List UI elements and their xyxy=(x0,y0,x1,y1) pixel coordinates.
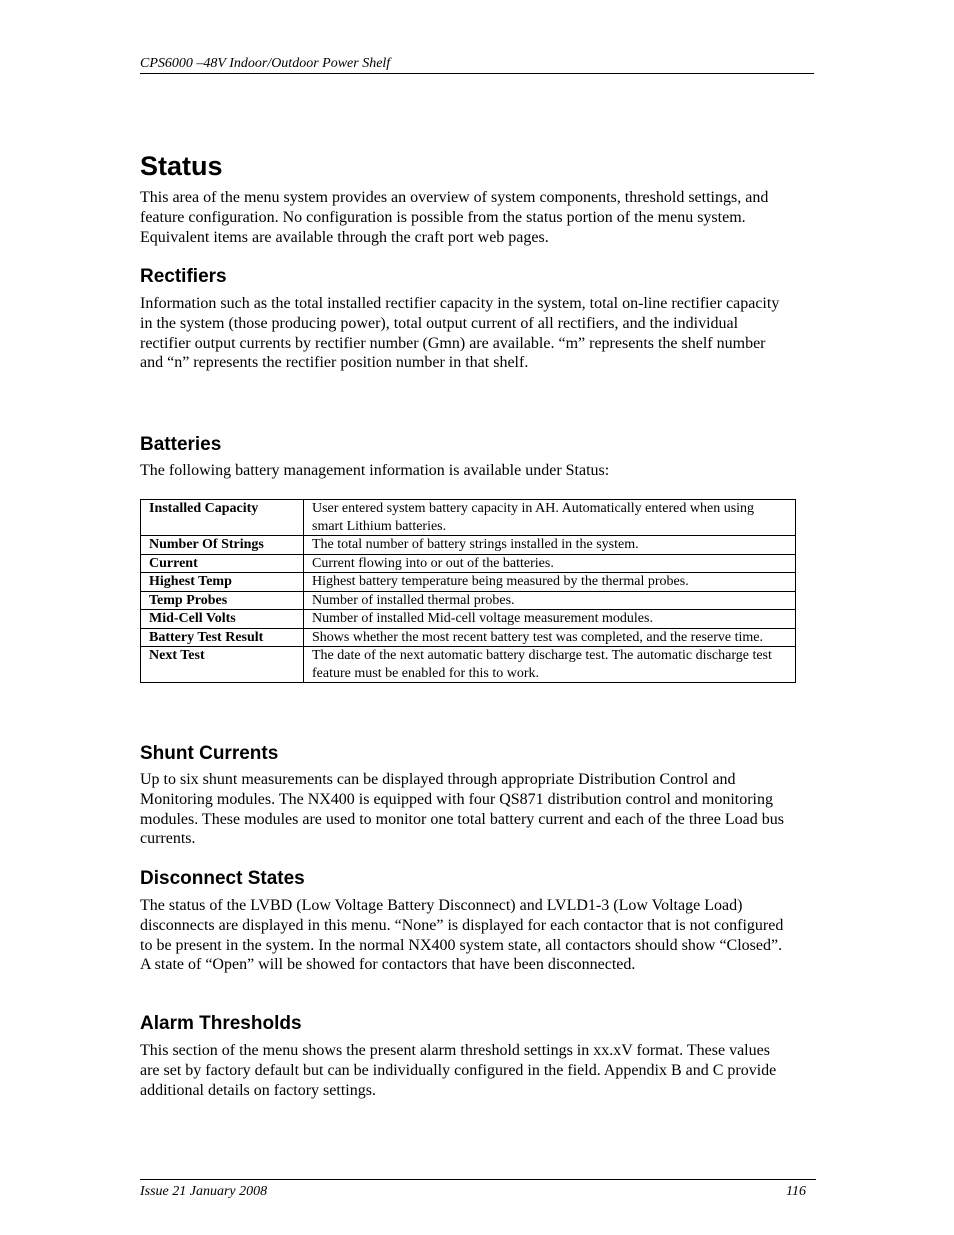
table-row xyxy=(141,647,796,683)
footer-issue: Issue 21 January 2008 xyxy=(140,1184,268,1199)
page-number: 116 xyxy=(786,1184,806,1199)
table-row xyxy=(141,591,796,610)
rectifiers-paragraph: Information such as the total installed rectifier capacity in the system, total on-line rectifier capacity in the system (those producing power), total output current of all rectifiers, and the individual rectifier output currents by rectifier number (Gmn) are available. “m” represents the shelf number and “n” represents the rectifier position number in that shelf. xyxy=(140,295,780,372)
table-description-cell: User entered system battery capacity in AH. Automatically entered when using smart Lithium batteries. xyxy=(304,500,796,536)
table-term-cell: Battery Test Result xyxy=(141,628,304,647)
table-description-cell: Number of installed thermal probes. xyxy=(304,591,796,610)
table-description-cell: Number of installed Mid-cell voltage measurement modules. xyxy=(304,610,796,629)
rectifiers-heading: Rectifiers xyxy=(140,266,227,287)
alarm-thresholds-heading: Alarm Thresholds xyxy=(140,1013,302,1034)
alarm-thresholds-paragraph: This section of the menu shows the present alarm threshold settings in xx.xV format. These values are set by factory default but can be individually configured in the field. Appendix B and C provide additional details on factory settings. xyxy=(140,1042,777,1099)
table-description-cell: The date of the next automatic battery discharge test. The automatic discharge test feature must be enabled for this to work. xyxy=(304,647,796,683)
table-row xyxy=(141,610,796,629)
shunt-currents-heading: Shunt Currents xyxy=(140,743,279,764)
page-title: Status xyxy=(140,151,223,181)
table-term-cell: Current xyxy=(141,554,304,573)
table-term-cell: Installed Capacity xyxy=(141,500,304,536)
disconnect-states-heading: Disconnect States xyxy=(140,868,305,889)
table-term-cell: Next Test xyxy=(141,647,304,683)
table-row xyxy=(141,536,796,555)
table-term-cell: Number Of Strings xyxy=(141,536,304,555)
page-footer xyxy=(140,1179,816,1200)
table-row xyxy=(141,573,796,592)
batteries-heading: Batteries xyxy=(140,434,222,455)
table-row xyxy=(141,628,796,647)
table-description-cell: Current flowing into or out of the batteries. xyxy=(304,554,796,573)
batteries-paragraph: The following battery management information is available under Status: xyxy=(140,462,610,479)
shunt-currents-paragraph: Up to six shunt measurements can be displayed through appropriate Distribution Control and Monitoring modules. The NX400 is equipped with four QS871 distribution control and monitoring modules. These modules are used to monitor one total battery current and each of the three Load bus currents. xyxy=(140,771,784,848)
page-header xyxy=(140,56,814,74)
disconnect-states-paragraph: The status of the LVBD (Low Voltage Battery Disconnect) and LVLD1-3 (Low Voltage Load) disconnects are displayed in this menu. “None” is displayed for each contactor that is not configured to be present in the system. In the normal NX400 system state, all contactors should show “Closed”. A state of “Open” will be showed for contactors that have been disconnected. xyxy=(140,897,784,974)
table-row xyxy=(141,500,796,536)
battery-info-table xyxy=(140,499,796,683)
table-row xyxy=(141,554,796,573)
table-term-cell: Highest Temp xyxy=(141,573,304,592)
table-description-cell: Highest battery temperature being measured by the thermal probes. xyxy=(304,573,796,592)
intro-paragraph: This area of the menu system provides an overview of system components, threshold settings, and feature configuration. No configuration is possible from the status portion of the menu system. Equivalent items are available through the craft port web pages. xyxy=(140,189,769,246)
table-term-cell: Temp Probes xyxy=(141,591,304,610)
table-description-cell: Shows whether the most recent battery test was completed, and the reserve time. xyxy=(304,628,796,647)
header-title: CPS6000 –48V Indoor/Outdoor Power Shelf xyxy=(140,56,391,71)
table-term-cell: Mid-Cell Volts xyxy=(141,610,304,629)
table-description-cell: The total number of battery strings installed in the system. xyxy=(304,536,796,555)
